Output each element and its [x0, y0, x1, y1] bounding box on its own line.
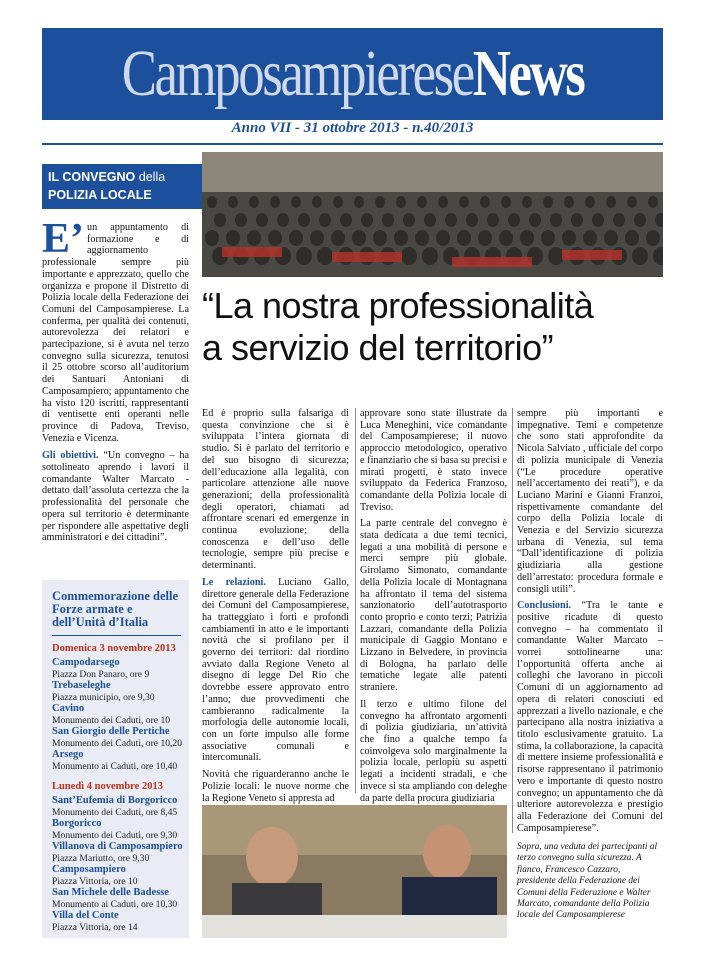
header-rule: [42, 143, 663, 145]
section-kicker: IL CONVEGNO della POLIZIA LOCALE: [42, 164, 204, 209]
divider: [52, 635, 181, 636]
lead-column: E’ un appuntamento di formazione e di aggiornamento professionale sempre più importante e apprezzato, quello che organizza e propone il Distretto di Polizia locale della Federazione dei Comuni del Camposampierese. La conferma, per qualità dei contenuti, autorevolezza dei relatori e partecipazione, si è avuta nel terzo convegno sulla sicurezza, tenutosi il 25 ottobre scorso all’auditorium dei Santuari Antoniani di Camposampiero; appuntamento che ha visto 120 iscritti, rappresentanti di ventisette enti operanti nelle province di Padova, Treviso, Venezia e Vicenza. Gli obiettivi. “Un convegno – ha sottolineato aprendo i lavori il comandante Walter Marcato - dettato dall’assoluta certezza che la professionalità del personale che opera sul territorio è determinante per rispondere alle aspettative degli amministratori e dei cittadini”.: [42, 216, 189, 544]
headline: “La nostra professionalità a servizio del territorio”: [202, 285, 594, 368]
conference-audience-photo: [202, 152, 663, 277]
schedule-address: Monumento dei Caduti, ore 10,20: [52, 738, 183, 749]
schedule-place: Sant’Eufemia di Borgoricco: [52, 795, 178, 806]
schedule-place: Campodarsego: [52, 657, 120, 668]
issue-line: Anno VII - 31 ottobre 2013 - n.40/2013: [231, 120, 474, 136]
schedule-place: Camposampiero: [52, 864, 126, 875]
schedule-address: Monumento dei Caduti, ore 10: [52, 715, 171, 726]
schedule-address: Monumento ai Caduti, ore 10,30: [52, 899, 178, 910]
article-column-3: approvare sono state illustrate da Luca Meneghini, vice comandante del Camposampierese; il nuovo approccio metodologico, operativo e finanziario che si basa su precisi e mirati progetti, è stato invece sviluppato da Federica Franzoso, comandante della Polizia locale di Treviso. La parte centrale del convegno è stata dedicata a due temi tecnici, legati a una mobilità di persone e merci sempre più globale. Girolamo Simonato, comandante della Polizia locale di Montagnana ha affrontato il tema del sistema sanzionatorio dell’autotrasporto conto proprio e conto terzi; Patrizia Lazzari, comandante della Polizia municipale di Gaggio Montano e Lizzano in Belvedere, in provincia di Bologna, ha parlato delle tematiche legate alle patenti straniere. Il terzo e ultimo filone del convegno ha affrontato argomenti di polizia giudiziaria, un’attività che fino a qualche tempo fa coinvolgeva solo marginalmente la polizia locale, perlopiù su aspetti legati a incidenti stradali, e che invece si sta ampliando con deleghe da parte della procura giudiziaria: [360, 408, 507, 804]
schedule-address: Monumento dei Caduti, ore 8,45: [52, 807, 178, 818]
schedule-address: Piazza Vittoria, ore 10: [52, 876, 138, 887]
schedule-place: Borgoricco: [52, 818, 102, 829]
schedule-place: Cavino: [52, 703, 85, 714]
drop-cap: E’: [42, 216, 84, 262]
column-divider: [355, 408, 356, 793]
schedule-address: Piazza municipio, ore 9,30: [52, 692, 155, 703]
schedule-place: Villanova di Camposampiero: [52, 841, 183, 852]
schedule-place: Arsego: [52, 749, 84, 760]
schedule-address: Piazza Mariutto, ore 9,30: [52, 853, 150, 864]
schedule-address: Piazza Don Panaro, ore 9: [52, 669, 150, 680]
article-column-2: Ed è proprio sulla falsariga di questa convinzione che si è sviluppata l’intera giornata di studio. Si è parlato del territorio e del suo bisogno di sicurezza; dell’educazione alla legalità, con particolare attenzione alle nuove generazioni; della professionalità degli operatori, chiamati ad affrontare scenari ed emergenze in continua evoluzione; della conoscenza e dell’uso delle tecnologie, sempre più precise e determinanti. Le relazioni. Luciano Gallo, direttore generale della Federazione dei Comuni del Camposampierese, ha tratteggiato i forti e profondi cambiamenti in atto e le importanti novità che si profilano per il governo dei territori: dal riordino avviato dalla Regione Veneto al disegno di legge Del Rio che dovrebbe essere approvato entro l’anno; due provvedimenti che cambieranno radicalmente la morfologia delle autonomie locali, con un forte impulso alle forme associative comunali e intercomunali. Novità che riguarderanno anche le Polizie locali: le nuove norme che la Regione Veneto si appresta ad: [202, 408, 349, 804]
schedule-address: Monumento ai Caduti, ore 10,40: [52, 761, 178, 772]
schedule-place: Villa del Conte: [52, 910, 119, 921]
schedule-day: Lunedì 4 novembre 2013: [52, 781, 163, 792]
masthead-title: CamposampiereseNews: [121, 37, 584, 110]
commemoration-schedule: [52, 642, 189, 933]
schedule-place: San Giorgio delle Pertiche: [52, 726, 170, 737]
commemoration-box: [42, 580, 189, 938]
speakers-photo: [202, 805, 507, 938]
commemoration-title: Commemorazione delle Forze armate e dell’Unità d’Italia: [52, 589, 179, 629]
schedule-address: Monumento dei Caduti, ore 9,30: [52, 830, 178, 841]
schedule-place: San Michele delle Badesse: [52, 887, 169, 898]
schedule-place: Trebaseleghe: [52, 680, 111, 691]
schedule-day: Domenica 3 novembre 2013: [52, 643, 176, 654]
schedule-address: Piazza Vittoria, ore 14: [52, 922, 138, 933]
column-divider: [512, 408, 513, 833]
masthead: [42, 28, 663, 120]
article-column-4: sempre più importanti e impegnative. Temi e competenze che sono stati approfondite da Nicola Salviato , ufficiale del corpo di polizia municipale di Venezia (“Le procedure operative nell’accertamento dei reati”), e da Luciano Marini e Gianni Franzoi, rispettivamente comandante del corpo della Polizia locale di Venezia e del Servizio sicurezza urbana di Venezia, sul tema “Dall’identificazione di polizia giudiziaria alla gestione dell’arrestato: procedura formale e consigli utili”. Conclusioni. “Tra le tante e positive ricadute di questo convegno – ha commentato il comandante Walter Marcato – vorrei sottolinearne una: l’opportunità offerta anche ai colleghi che lavorano in piccoli Comuni di un aggiornamento ad opera di relatori conosciuti ed apprezzati a livello nazionale, e che partecipano alla nostra iniziativa a titolo esclusivamente gratuito. La stima, la collaborazione, la capacità di mettere insieme professionalità e risorse rappresentano il patrimonio vero e importante di questo nostro convegno; un appuntamento che dà ulteriore autorevolezza e prestigio alla Federazione dei Comuni del Camposampierese”.: [517, 408, 663, 834]
photo-caption: Sopra, una veduta dei partecipanti al terzo convegno sulla sicurezza. A fianco, Francesco Cazzaro, presidente della Federazione dei Comuni della Federazione e Walter Marcato, comandante della Polizia locale del Camposampierese: [517, 842, 658, 921]
